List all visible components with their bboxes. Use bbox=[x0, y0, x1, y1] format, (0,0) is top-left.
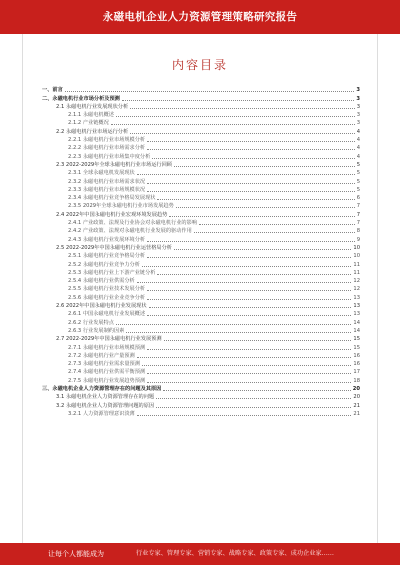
toc-entry-title: 2.2.2 永磁电机行业市场需求分析 bbox=[68, 145, 146, 152]
toc-entry[interactable] bbox=[42, 293, 360, 301]
toc-leader-dots bbox=[199, 224, 355, 225]
toc-entry-title: 2.3.5 2029年全球永磁电机行业市场发展趋势 bbox=[68, 203, 174, 210]
toc-entry-page: 15 bbox=[353, 336, 360, 343]
toc-entry-page: 13 bbox=[353, 294, 360, 301]
toc-leader-dots bbox=[156, 398, 351, 399]
toc-entry-title: 2.5.4 永磁电机行业供需分析 bbox=[68, 278, 135, 285]
toc-leader-dots bbox=[147, 315, 351, 316]
toc-leader-dots bbox=[137, 174, 355, 175]
toc-entry-page: 5 bbox=[356, 170, 360, 177]
toc-entry-page: 5 bbox=[356, 178, 360, 185]
toc-leader-dots bbox=[137, 415, 352, 416]
toc-entry[interactable] bbox=[42, 410, 360, 418]
toc-entry-title: 2.1 永磁电机行业发展现状分析 bbox=[56, 103, 129, 110]
toc-leader-dots bbox=[137, 282, 352, 283]
toc-leader-dots bbox=[147, 382, 351, 383]
toc-entry[interactable] bbox=[42, 352, 360, 360]
toc-entry-title: 2.5.1 永磁电机行业竞争格局分析 bbox=[68, 253, 146, 260]
toc-entry[interactable] bbox=[42, 119, 360, 127]
toc-leader-dots bbox=[137, 357, 352, 358]
toc-entry-title: 2.5 2022-2029年中国永磁电机行业运营格局分析 bbox=[56, 244, 172, 251]
toc-entry-title: 2.3.3 永磁电机行业市场规模状况 bbox=[68, 186, 146, 193]
toc-entry[interactable] bbox=[42, 376, 360, 384]
toc-leader-dots bbox=[147, 141, 355, 142]
toc-entry-title: 2.7.4 永磁电机行业供需平衡预测 bbox=[68, 369, 146, 376]
toc-leader-dots bbox=[147, 349, 351, 350]
toc-entry[interactable] bbox=[42, 86, 360, 94]
toc-entry[interactable] bbox=[42, 393, 360, 401]
toc-entry-title: 2.5.2 永磁电机行业竞争力分析 bbox=[68, 261, 140, 268]
toc-entry-title: 2.4 2022年中国永磁电机行业宏观环境发展趋势 bbox=[56, 211, 168, 218]
toc-entry[interactable] bbox=[42, 94, 360, 102]
toc-entry[interactable] bbox=[42, 219, 360, 227]
toc-entry-title: 2.4.3 永磁电机行业发展环境分析 bbox=[68, 236, 146, 243]
toc-leader-dots bbox=[116, 116, 355, 117]
toc-leader-dots bbox=[149, 307, 352, 308]
toc-leader-dots bbox=[194, 232, 355, 233]
toc-entry-title: 2.5.3 永磁电机行业上下游产业链分析 bbox=[68, 269, 156, 276]
toc-entry-title: 2.6.1 中国永磁电机行业发展概述 bbox=[68, 311, 146, 318]
toc-entry-page: 11 bbox=[353, 261, 360, 268]
toc-entry[interactable] bbox=[42, 144, 360, 152]
toc-entry-page: 8 bbox=[356, 228, 360, 235]
toc-entry-title: 一、前言 bbox=[42, 87, 63, 94]
toc-entry-page: 4 bbox=[356, 137, 360, 144]
toc-leader-dots bbox=[147, 191, 355, 192]
toc-leader-dots bbox=[169, 216, 354, 217]
toc-entry-page: 3 bbox=[356, 120, 360, 127]
toc-entry[interactable] bbox=[42, 136, 360, 144]
toc-entry[interactable] bbox=[42, 343, 360, 351]
toc-entry-title: 2.7 2022-2029年中国永磁电机行业发展预测 bbox=[56, 336, 162, 343]
toc-entry-title: 2.2.1 永磁电机行业市场规模分析 bbox=[68, 137, 146, 144]
toc-entry-title: 2.7.1 永磁电机行业市场规模预测 bbox=[68, 344, 146, 351]
toc-entry-title: 3.2 永磁电机企业人力资源管理问题的原因 bbox=[56, 402, 155, 409]
toc-entry-page: 3 bbox=[356, 87, 360, 94]
toc-leader-dots bbox=[147, 290, 351, 291]
toc-entry[interactable] bbox=[42, 235, 360, 243]
toc-entry-page: 7 bbox=[356, 220, 360, 227]
toc-entry[interactable] bbox=[42, 177, 360, 185]
toc-entry[interactable] bbox=[42, 194, 360, 202]
toc-leader-dots bbox=[122, 100, 355, 101]
toc-entry-title: 2.7.2 永磁电机行业产量预测 bbox=[68, 352, 135, 359]
toc-entry-page: 16 bbox=[353, 361, 360, 368]
toc-leader-dots bbox=[147, 373, 351, 374]
toc-heading: 内容目录 bbox=[171, 58, 228, 72]
toc-entry-page: 14 bbox=[353, 319, 360, 326]
toc-entry-title: 2.3.1 全球永磁电机发展现状 bbox=[68, 170, 135, 177]
toc-leader-dots bbox=[176, 207, 355, 208]
toc-entry-page: 18 bbox=[353, 377, 360, 384]
toc-entry-page: 15 bbox=[353, 344, 360, 351]
toc-entry[interactable] bbox=[42, 244, 360, 252]
toc-entry-title: 3.2.1 人力资源管理意识淡薄 bbox=[68, 410, 135, 417]
toc-entry-page: 16 bbox=[353, 352, 360, 359]
table-of-contents bbox=[42, 86, 360, 521]
toc-entry-page: 20 bbox=[353, 394, 360, 401]
toc-entry[interactable] bbox=[42, 335, 360, 343]
toc-entry[interactable] bbox=[42, 169, 360, 177]
toc-leader-dots bbox=[116, 324, 351, 325]
toc-entry-title: 2.1.2 产业链概况 bbox=[68, 120, 109, 127]
toc-entry[interactable] bbox=[42, 285, 360, 293]
toc-entry-page: 17 bbox=[353, 369, 360, 376]
footer-slogan: 让每个人都能成为 bbox=[48, 550, 104, 558]
toc-entry-page: 10 bbox=[353, 244, 360, 251]
toc-entry[interactable] bbox=[42, 260, 360, 268]
toc-entry-page: 12 bbox=[353, 278, 360, 285]
toc-entry-page: 3 bbox=[356, 95, 360, 102]
toc-entry-title: 三、永磁电机企业人力资源管理存在的问题及其原因 bbox=[42, 385, 162, 392]
toc-entry-page: 5 bbox=[356, 186, 360, 193]
toc-entry-page: 21 bbox=[353, 402, 360, 409]
toc-entry[interactable] bbox=[42, 252, 360, 260]
toc-entry-page: 12 bbox=[353, 286, 360, 293]
toc-entry[interactable] bbox=[42, 302, 360, 310]
toc-entry-title: 2.7.5 永磁电机行业发展趋势预测 bbox=[68, 377, 146, 384]
toc-leader-dots bbox=[174, 249, 351, 250]
footer-tagline: 行业专家、管理专家、营销专家、战略专家、政策专家、成功企业家…… bbox=[136, 550, 334, 557]
toc-entry[interactable] bbox=[42, 161, 360, 169]
toc-entry-page: 3 bbox=[356, 103, 360, 110]
toc-entry-page: 20 bbox=[352, 385, 360, 392]
toc-leader-dots bbox=[111, 124, 355, 125]
toc-entry-title: 2.2 永磁电机行业市场运行分析 bbox=[56, 128, 129, 135]
toc-entry-title: 2.4.2 产业政策、法规对永磁电机行业发展的驱动作用 bbox=[68, 228, 192, 235]
toc-entry[interactable] bbox=[42, 103, 360, 111]
toc-leader-dots bbox=[142, 266, 351, 267]
toc-entry-page: 13 bbox=[353, 311, 360, 318]
toc-entry-page: 10 bbox=[353, 253, 360, 260]
toc-entry-page: 7 bbox=[356, 203, 360, 210]
toc-leader-dots bbox=[157, 199, 354, 200]
toc-entry[interactable] bbox=[42, 277, 360, 285]
toc-entry-title: 3.1 永磁电机企业人力资源管理存在的问题 bbox=[56, 394, 155, 401]
toc-leader-dots bbox=[147, 149, 355, 150]
toc-entry[interactable] bbox=[42, 210, 360, 218]
toc-leader-dots bbox=[147, 257, 351, 258]
toc-leader-dots bbox=[156, 407, 351, 408]
toc-leader-dots bbox=[163, 390, 350, 391]
toc-entry-title: 2.7.3 永磁电机行业需求量预测 bbox=[68, 361, 140, 368]
toc-entry-title: 2.5.5 永磁电机行业技术发展分析 bbox=[68, 286, 146, 293]
toc-entry-page: 13 bbox=[353, 303, 360, 310]
toc-entry-title: 2.4.1 产业政策、法规及行业协会对永磁电机行业的影响 bbox=[68, 220, 197, 227]
toc-entry[interactable] bbox=[42, 127, 360, 135]
toc-entry-page: 11 bbox=[353, 269, 360, 276]
toc-leader-dots bbox=[130, 108, 355, 109]
toc-entry[interactable] bbox=[42, 227, 360, 235]
toc-entry-title: 2.3.2 永磁电机行业市场需求状况 bbox=[68, 178, 146, 185]
toc-entry[interactable] bbox=[42, 269, 360, 277]
toc-entry-page: 9 bbox=[356, 236, 360, 243]
toc-entry-page: 5 bbox=[356, 161, 360, 168]
toc-entry[interactable] bbox=[42, 385, 360, 393]
toc-leader-dots bbox=[147, 299, 351, 300]
toc-entry[interactable] bbox=[42, 327, 360, 335]
toc-entry-title: 2.6 2022年中国永磁电机行业发展现状 bbox=[56, 303, 147, 310]
toc-entry-page: 14 bbox=[353, 327, 360, 334]
toc-leader-dots bbox=[152, 158, 354, 159]
toc-entry[interactable] bbox=[42, 360, 360, 368]
toc-entry-title: 2.2.3 永磁电机行业市场集中度分析 bbox=[68, 153, 151, 160]
toc-entry-title: 二、永磁电机行业市场分析及预测 bbox=[42, 95, 120, 102]
toc-entry-title: 2.6.3 行业发展制约因素 bbox=[68, 327, 125, 334]
document-title: 永磁电机企业人力资源管理策略研究报告 bbox=[102, 11, 298, 23]
toc-entry-title: 2.1.1 永磁电机概述 bbox=[68, 112, 114, 119]
toc-entry-page: 21 bbox=[353, 410, 360, 417]
toc-entry-title: 2.6.2 行业发展特点 bbox=[68, 319, 114, 326]
toc-leader-dots bbox=[147, 183, 355, 184]
toc-leader-dots bbox=[147, 241, 355, 242]
toc-entry[interactable] bbox=[42, 368, 360, 376]
toc-entry-page: 4 bbox=[356, 153, 360, 160]
toc-entry-title: 2.3 2022-2029年全球永磁电机行业市场运行回顾 bbox=[56, 161, 172, 168]
toc-leader-dots bbox=[130, 133, 355, 134]
toc-entry[interactable] bbox=[42, 111, 360, 119]
toc-leader-dots bbox=[126, 332, 351, 333]
toc-leader-dots bbox=[164, 340, 352, 341]
toc-entry[interactable] bbox=[42, 186, 360, 194]
toc-entry[interactable] bbox=[42, 310, 360, 318]
toc-entry-page: 4 bbox=[356, 128, 360, 135]
toc-entry[interactable] bbox=[42, 318, 360, 326]
toc-entry-page: 3 bbox=[356, 112, 360, 119]
toc-leader-dots bbox=[142, 365, 351, 366]
toc-entry-title: 2.3.4 永磁电机行业竞争格局发展现状 bbox=[68, 195, 156, 202]
toc-entry-title: 2.5.6 永磁电机行业企业竞争分析 bbox=[68, 294, 146, 301]
toc-entry[interactable] bbox=[42, 202, 360, 210]
toc-entry[interactable] bbox=[42, 152, 360, 160]
toc-entry-page: 7 bbox=[356, 211, 360, 218]
toc-leader-dots bbox=[157, 274, 351, 275]
toc-leader-dots bbox=[174, 166, 355, 167]
toc-leader-dots bbox=[65, 91, 355, 92]
toc-entry-page: 6 bbox=[356, 195, 360, 202]
toc-entry[interactable] bbox=[42, 401, 360, 409]
toc-entry-page: 4 bbox=[356, 145, 360, 152]
